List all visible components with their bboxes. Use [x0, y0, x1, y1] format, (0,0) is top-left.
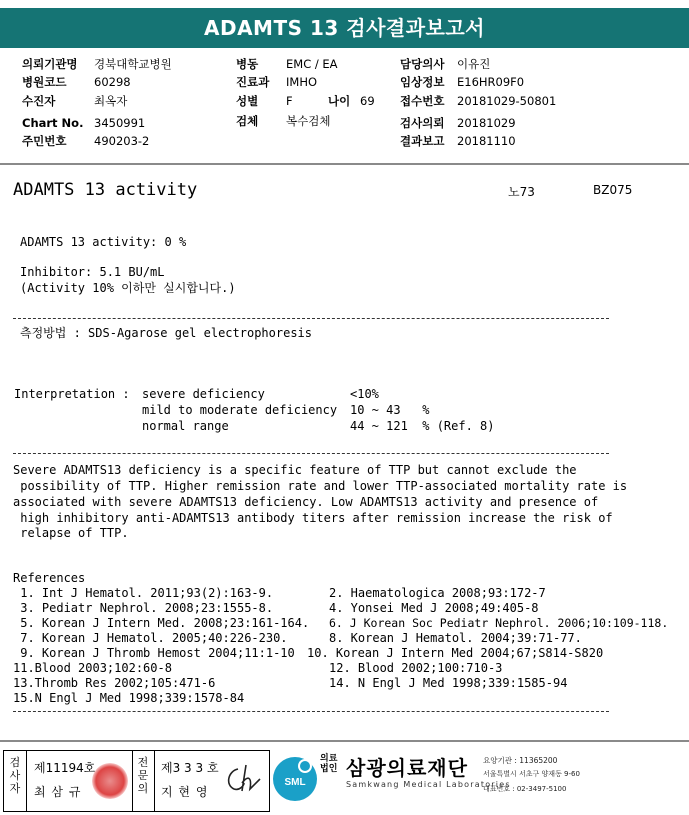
license-number: 제3 3 3 호: [161, 761, 219, 775]
info-label: 수진자: [22, 94, 56, 108]
page-title: ADAMTS 13 검사결과보고서: [203, 16, 485, 40]
comment-line: associated with severe ADAMTS13 deficiency. Low ADAMTS13 activity and presence of: [13, 495, 599, 509]
signature-box: [3, 750, 270, 812]
handwritten-signature: [222, 761, 264, 795]
info-label: Chart No.: [22, 116, 84, 130]
seal-stamp: [92, 763, 128, 799]
reference-item: 3. Pediatr Nephrol. 2008;23:1555-8.: [13, 601, 274, 615]
info-value: 20181029: [457, 116, 516, 130]
role-char: 전: [137, 756, 149, 769]
info-label: 진료과: [236, 75, 270, 89]
section-divider: [0, 163, 689, 165]
method-text: 측정방법 : SDS-Agarose gel electrophoresis: [20, 326, 313, 340]
reference-item: 13.Thromb Res 2002;105:471-6: [13, 676, 216, 690]
references-title: References: [13, 571, 86, 585]
inhibitor-note: (Activity 10% 이하만 실시합니다.): [20, 281, 236, 295]
inhibitor-result: Inhibitor: 5.1 BU/mL: [20, 265, 165, 279]
org-phone: 대표번호 : 02-3497-5100: [483, 785, 567, 793]
info-label: 의뢰기관명: [22, 57, 78, 71]
info-value: 490203-2: [94, 134, 150, 148]
reference-item: 2. Haematologica 2008;93:172-7: [329, 586, 546, 600]
info-label: 검체: [236, 114, 259, 128]
info-value: 이유진: [457, 57, 491, 71]
signer-name: 지 현 영: [161, 785, 209, 799]
dashed-divider: [13, 711, 609, 712]
comment-line: possibility of TTP. Higher remission rate and lower TTP-associated mortality rate is: [13, 479, 628, 493]
info-value: E16HR09F0: [457, 75, 525, 89]
info-label: 병동: [236, 57, 259, 71]
comment-line: Severe ADAMTS13 deficiency is a specific feature of TTP but cannot exclude the: [13, 463, 577, 477]
reference-item: 9. Korean J Thromb Hemost 2004;11:1-10: [13, 646, 295, 660]
info-value: EMC / EA: [286, 57, 338, 71]
interpretation-label: Interpretation :: [14, 387, 130, 401]
info-label: 담당의사: [400, 57, 445, 71]
org-type-line: 의료: [320, 754, 338, 764]
reference-item: 11.Blood 2003;102:60-8: [13, 661, 172, 675]
cell-divider: [154, 751, 155, 811]
report-title: ADAMTS 13 activity: [13, 180, 198, 200]
reference-item: 12. Blood 2002;100:710-3: [329, 661, 503, 675]
cell-divider: [132, 751, 133, 811]
role-char: 사: [9, 769, 21, 782]
signer-name: 최 삼 규: [34, 785, 82, 799]
info-label: 병원코드: [22, 75, 67, 89]
reference-item: 7. Korean J Hematol. 2005;40:226-230.: [13, 631, 288, 645]
info-value: 20181029-50801: [457, 94, 557, 108]
info-label: 주민번호: [22, 134, 67, 148]
interp-label: normal range: [142, 419, 229, 433]
interp-value: <10%: [350, 387, 379, 401]
interp-value: 44 ~ 121 % (Ref. 8): [350, 419, 495, 433]
info-value: 20181110: [457, 134, 516, 148]
info-value: 69: [360, 94, 375, 108]
reference-item: 10. Korean J Intern Med 2004;67;S814-S820: [307, 646, 604, 660]
info-value: IMHO: [286, 75, 318, 89]
reference-item: 15.N Engl J Med 1998;339:1578-84: [13, 691, 245, 705]
info-label: 접수번호: [400, 94, 445, 108]
reference-item: 8. Korean J Hematol. 2004;39:71-77.: [329, 631, 582, 645]
info-value: 최옥자: [94, 94, 128, 108]
comment-line: relapse of TTP.: [13, 526, 129, 540]
interp-value: 10 ~ 43 %: [350, 403, 430, 417]
info-value: 3450991: [94, 116, 146, 130]
section-divider: [0, 740, 689, 742]
org-name: 삼광의료재단: [346, 756, 468, 780]
dashed-divider: [13, 453, 609, 454]
info-value: 경북대학교병원: [94, 57, 172, 71]
activity-result: ADAMTS 13 activity: 0 %: [20, 235, 187, 249]
reference-item: 6. J Korean Soc Pediatr Nephrol. 2006;10:109-118.: [329, 616, 669, 630]
reference-item: 14. N Engl J Med 1998;339:1585-94: [329, 676, 568, 690]
sml-logo-icon: [272, 756, 318, 802]
org-english-name: Samkwang Medical Laboratories: [346, 780, 511, 789]
interp-label: severe deficiency: [142, 387, 265, 401]
role-char: 문: [137, 769, 149, 782]
report-code: 노73: [508, 185, 535, 199]
signer-role: [6, 756, 24, 795]
role-char: 의: [137, 782, 149, 795]
interp-label: mild to moderate deficiency: [142, 403, 338, 417]
info-label: 결과보고: [400, 134, 445, 148]
institution-code: 요양기관 : 11365200: [483, 756, 558, 765]
info-label: 나이: [328, 94, 351, 108]
info-label: 임상정보: [400, 75, 445, 89]
cell-divider: [26, 751, 27, 811]
role-char: 자: [9, 782, 21, 795]
org-type: [320, 754, 337, 774]
report-code: BZ075: [593, 183, 633, 197]
logo-tag: SML: [284, 777, 306, 788]
license-number: 제11194호: [34, 761, 96, 775]
reference-item: 4. Yonsei Med J 2008;49:405-8: [329, 601, 539, 615]
reference-item: 1. Int J Hematol. 2011;93(2):163-9.: [13, 586, 274, 600]
signer-role: [134, 756, 152, 795]
report-header: [0, 0, 689, 48]
report-footer: [0, 746, 689, 815]
dashed-divider: [13, 318, 609, 319]
org-address: 서울특별시 서초구 양재동 9-60: [483, 770, 580, 778]
reference-item: 5. Korean J Intern Med. 2008;23:161-164.: [13, 616, 310, 630]
info-value: 복수검체: [286, 114, 331, 128]
info-label: 검사의뢰: [400, 116, 445, 130]
info-value: F: [286, 94, 293, 108]
comment-line: high inhibitory anti-ADAMTS13 antibody titers after remission increase the risk of: [13, 511, 613, 525]
role-char: 검: [9, 756, 21, 769]
org-type-line: 법인: [320, 764, 338, 774]
info-value: 60298: [94, 75, 131, 89]
info-label: 성별: [236, 94, 259, 108]
